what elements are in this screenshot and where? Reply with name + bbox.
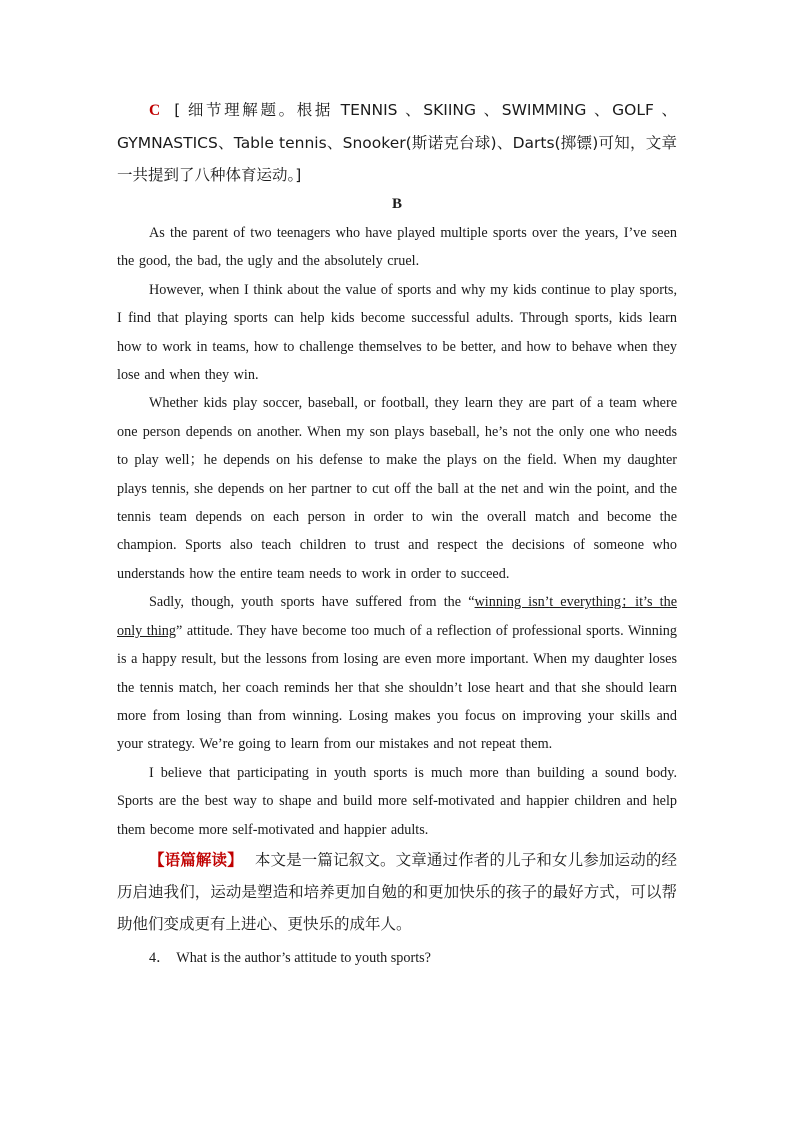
paragraph-4-after: ” attitude. They have become too much of a reflection of professional sports. Winning is a happy result, but the lessons from losing are even more important. When my daughter loses the tennis match, her coach reminds her that she shouldn’t lose heart and that she should learn more from losing than from winning. Losing makes you focus on improving your skills and your strategy. We’re going to learn from our mistakes and not repeat them. [117,622,677,753]
answer-explanation [117,94,677,191]
answer-explanation-text: [ 细节理解题。根据 TENNIS 、SKIING 、SWIMMING 、GOLF 、GYMNASTICS、Table tennis、Snooker(斯诺克台球)、Darts(掷镖)可知，文章一共提到了八种体育运动。] [117,101,677,184]
passage-interpretation [117,844,677,940]
paragraph-3: Whether kids play soccer, baseball, or football, they learn they are part of a team where one person depends on another. When my son plays baseball, he’s not the only one who needs to play well；he depends on his defense to make the plays on the field. When my daughter plays tennis, she depends on her partner to cut off the ball at the net and win the point, and the tennis team depends on each person in order to win the overall match and become the champion. Sports also teach children to trust and respect the decisions of someone who understands how the entire team needs to work in order to succeed. [117,395,677,582]
document-page [117,94,677,972]
paragraph-2: However, when I think about the value of sports and why my kids continue to play sports, I find that playing sports can help kids become successful adults. Through sports, kids learn how to work in teams, how to challenge themselves to be better, and how to behave when they lose and when they win. [117,281,677,384]
paragraph-4-before: Sadly, though, youth sports have suffered from the “ [149,594,475,611]
question-text: What is the author’s attitude to youth sports? [176,949,431,966]
interpretation-text: 本文是一篇记叙文。文章通过作者的儿子和女儿参加运动的经历启迪我们，运动是塑造和培养更加自勉的和更加快乐的孩子的最好方式，可以帮助他们变成更有上进心、更快乐的成年人。 [117,850,677,933]
passage-heading: B [391,196,402,212]
paragraph-1: As the parent of two teenagers who have played multiple sports over the years, I’ve seen the good, the bad, the ugly and the absolutely cruel. [117,225,677,270]
paragraph-4 [117,588,677,758]
answer-letter: C [149,102,161,119]
question-number: 4． [149,949,171,966]
interpretation-label: 【语篇解读】 [149,850,243,869]
question-4 [117,944,677,972]
paragraph-5: I believe that participating in youth sports is much more than building a sound body. Sports are the best way to shape and build more self-motivated and happier children and help them become more self-motivated and happier adults. [117,764,677,838]
underlined-quote: winning isn’t everything；it’s the only thing [117,594,677,639]
